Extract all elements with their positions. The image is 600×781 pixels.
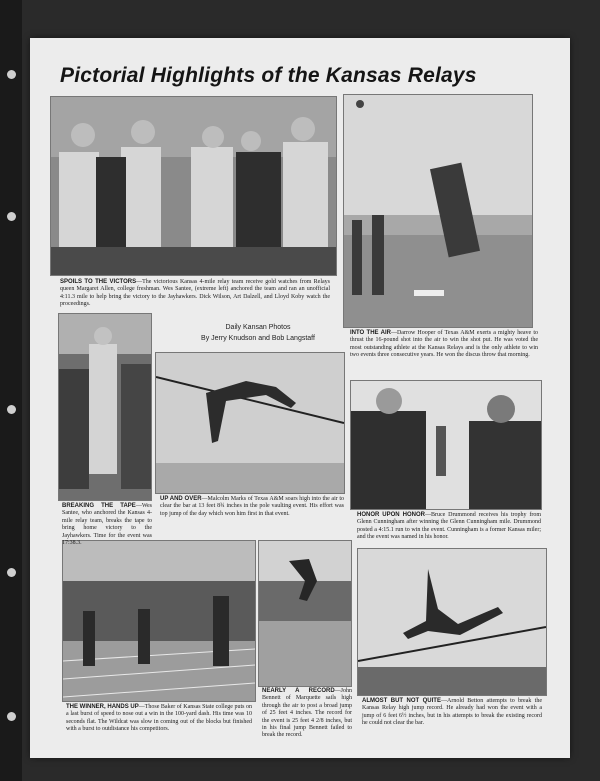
binder-hole [7,712,16,721]
binder-hole [7,405,16,414]
credit-line: By Jerry Knudson and Bob Langstaff [201,335,315,342]
caption-victors [60,279,330,309]
photo-honor [350,380,542,510]
caption-breaking-tape [62,503,152,547]
photo-up-and-over [155,352,345,494]
photo-nearly-record [258,540,352,687]
binder-hole [7,568,16,577]
page-title: Pictorial Highlights of the Kansas Relays [60,64,477,87]
caption-almost [362,698,542,728]
caption-text: —The victorious Kansas 4-mile relay team receive gold watches from Relays queen Margaret Allen, college freshman. Wes Santee, (extreme left) anchored the team and ran an unofficial 4:11.3 mile to help bring the victory to the Jayhawkers. Dick Wilson, Art Dalzell, and Lloyd Koby watch the proceedings. [60,279,330,308]
caption-honor [357,512,541,542]
photo-into-the-air [343,94,533,328]
caption-heading: THE WINNER, HANDS UP [66,704,139,710]
photo-winner [62,540,256,702]
caption-heading: INTO THE AIR [350,330,391,336]
photo-victors [50,96,337,276]
caption-winner [66,704,252,734]
caption-heading: NEARLY A RECORD [262,688,335,694]
caption-nearly-record [262,688,352,740]
caption-text: —Wes Santee, who anchored the Kansas 4-mile relay team, breaks the tape to bring home victory to the Jayhawkers. Time for the event was 17:38.3. [62,503,152,547]
caption-up-and-over [160,496,344,518]
caption-text: —Those Baker of Kansas State college puts on a last burst of speed to nose out a win in the 100-yard dash. His time was 10 seconds flat. The Wildcat was slow in coming out of the blocks but finished with a burst to outdistance his competitors. [66,704,253,733]
caption-text: —Darrow Hooper of Texas A&M exerts a mighty heave to thrust the 16-pound shot into the air to win the shot put. He was voted the most outstanding athlete at the Kansas Relays and is the only athlete to win two events three consecutive years. He won the discus throw that morning. [350,330,538,359]
caption-heading: HONOR UPON HONOR [357,512,425,518]
binder-hole [7,212,16,221]
photo-almost [357,548,547,696]
caption-heading: BREAKING THE TAPE [62,503,136,509]
caption-into-the-air [350,330,538,360]
caption-text: —Bruce Drummond receives his trophy from Glenn Cunningham after winning the Glenn Cunningham mile. Drummond posted a 4:15.1 run to win the event. Cunningham is a former Kansas miler; and the event was named in his honor. [357,512,541,541]
caption-text: —Arnold Betton attempts to break the Kansas Relay high jump record. He already had won the event with a jump of 6 feet 6½ inches, but in his attempts to break the existing record he could not clear the bar. [362,698,542,727]
credit-line: Daily Kansan Photos [225,324,291,331]
photo-breaking-tape [58,313,152,501]
caption-heading: UP AND OVER [160,496,202,502]
caption-text: —Malcolm Marks of Texas A&M soars high into the air to clear the bar at 13 feet 8¾ inches in the pole vaulting event. His effort was top jump of the day which won him first in that event. [160,496,345,517]
caption-heading: SPOILS TO THE VICTORS [60,279,137,285]
binder-hole [7,70,16,79]
photo-credit [178,322,338,344]
caption-heading: ALMOST BUT NOT QUITE [362,698,441,704]
caption-text: —John Bennett of Marquette sails high through the air to post a broad jump of 25 feet 4 inches. The record for the event is 25 feet 4 2/8 inches, but in his final jump Bennett failed to break the record. [262,688,352,739]
binder-edge [0,0,22,781]
